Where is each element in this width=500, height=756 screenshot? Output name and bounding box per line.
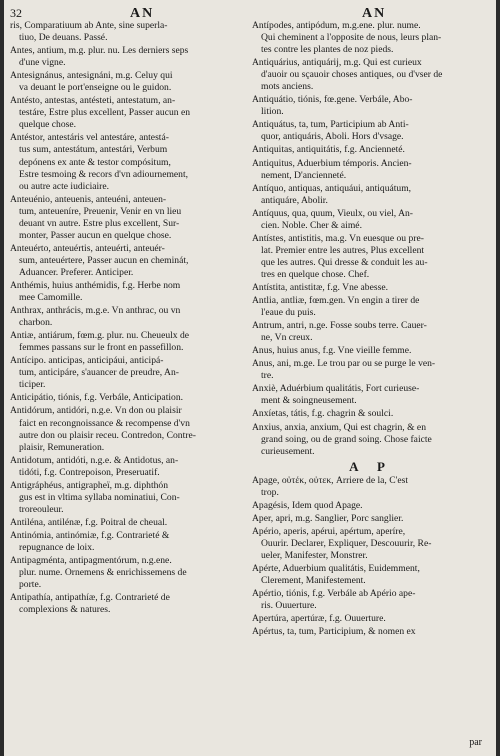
entry-line: autre don ou plaisir receu. Contredon, Contre- (19, 429, 196, 441)
dictionary-entry (252, 626, 490, 638)
entry-line: Antesignánus, antesignáni, m.g. Celuy qui (10, 70, 173, 82)
entry-line: gus est in vltima syllaba nominatiui, Con- (19, 491, 180, 503)
entry-line: ne, Vn creux. (261, 332, 313, 344)
right-column-bottom (252, 475, 490, 639)
dictionary-entry (10, 305, 242, 329)
entry-line: Antístes, antistitis, ma.g. Vn euesque ou pre- (252, 232, 424, 244)
dictionary-entry (252, 20, 490, 56)
entry-line: Anxiè, Aduérbium qualitátis, Fort curieuse- (252, 383, 420, 395)
dictionary-entry (252, 500, 490, 512)
entry-line: Antíquo, antiquas, antiquáui, antiquátum, (252, 182, 412, 194)
entry-line: Clerement, Manifestement. (261, 575, 366, 587)
dictionary-entry (10, 243, 242, 279)
entry-line: Anteuénio, anteuenis, anteuéni, anteuen- (10, 193, 167, 205)
dictionary-entry (10, 555, 242, 591)
entry-line: Ouurir. Declarer, Expliquer, Descouurir, Re- (261, 537, 432, 549)
entry-line: Apértus, ta, tum, Participium, & nomen ex (252, 626, 416, 638)
entry-line: monter, Passer aucun en quelque chose. (19, 229, 172, 241)
dictionary-entry (252, 475, 490, 499)
entry-line: quor, antiquáris, Aboli. Hors d'vsage. (261, 131, 404, 143)
entry-line: Anthémis, huius anthémidis, f.g. Herbe nom (10, 279, 181, 291)
entry-line: Antiquitas, antiquitátis, f.g. Ancienneté. (252, 144, 405, 156)
entry-line: ueler, Manifester, Monstrer. (261, 549, 368, 561)
entry-line: tres en quelque chose. Chef. (261, 268, 370, 280)
dictionary-entry (10, 20, 242, 44)
entry-line: mots anciens. (261, 81, 314, 93)
dictionary-entry (10, 45, 242, 69)
entry-line: tus sum, antestátum, antestári, Verbum (19, 144, 168, 156)
dictionary-entry (252, 383, 490, 407)
dictionary-entry (252, 183, 490, 207)
entry-line: femmes passans sur le front en passefillon. (19, 342, 184, 354)
entry-line: l'eaue du puis. (261, 307, 316, 319)
entry-line: Antlia, antliæ, fœm.gen. Vn engin a tirer de (252, 295, 420, 307)
entry-line: sum, anteuértere, Passer aucun en cheminát, (19, 254, 189, 266)
entry-line: Anthrax, anthrácis, m.g.e. Vn anthrac, ou vn (10, 305, 181, 317)
dictionary-entry (252, 295, 490, 319)
entry-line: Antíquus, qua, quum, Vieulx, ou viel, An- (252, 207, 413, 219)
dictionary-entry (252, 563, 490, 587)
entry-line: Antinómia, antinómiæ, f.g. Contrarieté & (10, 529, 170, 541)
entry-line: que les autres. Qui dresse & conduit les au- (261, 256, 428, 268)
entry-line: repugnance de loix. (19, 541, 95, 553)
entry-line: Apérte, Aduerbium qualitátis, Euidemment, (252, 563, 420, 575)
entry-line: Antiquárius, antiquárij, m.g. Qui est curieux (252, 57, 422, 69)
entry-line: Antidotum, antidóti, n.g.e. & Antidotus, an- (10, 454, 179, 466)
dictionary-entry (252, 320, 490, 344)
dictionary-entry (10, 280, 242, 304)
dictionary-entry (252, 613, 490, 625)
entry-line: deuant vn autre. Estre plus excellent, Sur- (19, 217, 180, 229)
dictionary-entry (252, 208, 490, 232)
entry-line: Antiléna, antilénæ, f.g. Poitral de cheual. (10, 516, 168, 528)
dictionary-entry (252, 282, 490, 294)
dictionary-entry (252, 233, 490, 281)
dictionary-entry (10, 405, 242, 453)
dictionary-entry (252, 158, 490, 182)
dictionary-entry (252, 57, 490, 93)
entry-line: quelque chose. (19, 119, 77, 131)
entry-line: Antésto, antestas, antésteti, antestatum, an- (10, 95, 176, 107)
entry-line: Antístita, antistitæ, f.g. Vne abesse. (252, 281, 388, 293)
entry-line: troreouleur. (19, 503, 64, 515)
entry-line: mee Camomille. (19, 292, 83, 304)
entry-line: ou autre acte iudiciaire. (19, 180, 110, 192)
entry-line: depónens ex ante & testor compósitum, (19, 156, 171, 168)
dictionary-entry (10, 480, 242, 516)
entry-line: Estre tesmoing & recors d'vn adiournement, (19, 168, 189, 180)
entry-line: va deuant le port'enseigne ou le guidon. (19, 82, 172, 94)
dictionary-entry (252, 422, 490, 458)
entry-line: grand soing, ou de grand soing. Chose faicte (261, 433, 432, 445)
entry-line: ment & soingneusement. (261, 395, 357, 407)
entry-line: Qui cheminent a l'opposite de nous, leurs plan- (261, 32, 442, 44)
entry-line: plaisir, Remuneration. (19, 441, 105, 453)
running-head-left: AN (130, 6, 155, 21)
dictionary-entry (10, 355, 242, 391)
dictionary-entry (252, 513, 490, 525)
dictionary-entry (10, 517, 242, 529)
catchword: par (469, 737, 482, 748)
entry-line: lat. Premier entre les autres, Plus excellent (261, 244, 425, 256)
dictionary-entry (252, 358, 490, 382)
entry-line: Antipagménta, antipagmentórum, n.g.ene. (10, 555, 172, 567)
entry-line: Anticipátio, tiónis, f.g. Verbále, Anticipation. (10, 392, 184, 404)
running-head-right: AN (362, 6, 387, 21)
entry-line: trop. (261, 486, 279, 498)
entry-line: cien. Noble. Cher & aimé. (261, 219, 362, 231)
dictionary-entry (252, 119, 490, 143)
entry-line: complexions & natures. (19, 604, 111, 616)
entry-line: plur. nume. Ornemens & enrichissemens de (19, 567, 187, 579)
entry-line: tiuo, De deuans. Passé. (19, 32, 108, 44)
entry-line: Antéstor, antestáris vel antestáre, antestá- (10, 132, 169, 144)
entry-line: Aper, apri, m.g. Sanglier, Porc sanglier. (252, 512, 404, 524)
entry-line: Apértio, tiónis, f.g. Verbále ab Apério ape- (252, 588, 416, 600)
dictionary-entry (10, 455, 242, 479)
entry-line: Antes, antium, m.g. plur. nu. Les derniers seps (10, 45, 189, 57)
dictionary-entry (10, 194, 242, 242)
left-column (10, 20, 242, 617)
entry-line: Antiæ, antiárum, fœm.g. plur. nu. Cheueulx de (10, 330, 190, 342)
entry-line: antiquáre, Abolir. (261, 194, 328, 206)
entry-line: Anteuérto, anteuértis, anteuérti, anteuér- (10, 242, 165, 254)
entry-line: lition. (261, 106, 284, 118)
dictionary-entry (10, 592, 242, 616)
entry-line: ris. Ouuerture. (261, 600, 317, 612)
entry-line: Aduancer. Preferer. Anticiper. (19, 266, 134, 278)
entry-line: faict en recongnoissance & recompense d'vn (19, 417, 190, 429)
entry-line: Antícipo. anticipas, anticipáui, anticipá- (10, 355, 164, 367)
right-column-top (252, 20, 490, 458)
entry-line: Antiquátio, tiónis, fœ.gene. Verbále, Abo- (252, 94, 413, 106)
entry-line: Apagésis, Idem quod Apage. (252, 499, 363, 511)
dictionary-entry (10, 132, 242, 192)
entry-line: Apério, aperis, apérui, apértum, aperíre, (252, 525, 406, 537)
entry-line: Antigráphéus, antigrapheï, m.g. diphthón (10, 479, 169, 491)
dictionary-entry (252, 345, 490, 357)
dictionary-entry (252, 144, 490, 156)
book-page (4, 0, 496, 756)
page-number: 32 (10, 6, 22, 20)
entry-line: Antidórum, antidóri, n.g.e. Vn don ou plaisir (10, 405, 182, 417)
entry-line: Apage, οὐτέκ, οὐτεκ, Arriere de la, C'est (252, 474, 409, 486)
dictionary-entry (252, 408, 490, 420)
entry-line: tes contre les plantes de noz pieds. (261, 44, 394, 56)
entry-line: Anus, ani, m.ge. Le trou par ou se purge le ven- (252, 358, 436, 370)
entry-line: porte. (19, 579, 42, 591)
entry-line: testáre, Estre plus excellent, Passer aucun en (19, 107, 191, 119)
dictionary-entry (10, 392, 242, 404)
entry-line: tum, anticipáre, s'auancer de preudre, An- (19, 367, 179, 379)
entry-line: Apertúra, apertúræ, f.g. Ouuerture. (252, 613, 386, 625)
entry-line: tidóti, f.g. Contrepoison, Preseruatif. (19, 466, 160, 478)
dictionary-entry (10, 330, 242, 354)
entry-line: Anxius, anxia, anxium, Qui est chagrin, & en (252, 421, 426, 433)
entry-line: Antipathía, antipathíæ, f.g. Contrarieté de (10, 592, 170, 604)
entry-line: curieusement. (261, 445, 315, 457)
entry-line: Antípodes, antipódum, m.g.ene. plur. nume. (252, 20, 421, 31)
entry-line: d'une vigne. (19, 57, 66, 69)
entry-line: tre. (261, 370, 274, 382)
entry-line: ticiper. (19, 379, 46, 391)
right-column (252, 20, 490, 639)
dictionary-entry (252, 94, 490, 118)
section-mark: A P (349, 458, 393, 474)
entry-line: tum, anteueníre, Preuenir, Venir en vn lieu (19, 205, 182, 217)
entry-line: Anxíetas, tátis, f.g. chagrin & soulci. (252, 408, 394, 420)
entry-line: Antrum, antri, n.ge. Fosse soubs terre. Cauer- (252, 320, 427, 332)
entry-line: d'auoir ou sçauoir choses antiques, ou d'vser de (261, 69, 443, 81)
dictionary-entry (252, 588, 490, 612)
dictionary-entry (10, 70, 242, 94)
entry-line: Anus, huius anus, f.g. Vne vieille femme. (252, 345, 412, 357)
entry-line: nement, D'ancienneté. (261, 169, 347, 181)
dictionary-entry (10, 95, 242, 131)
entry-line: Antiquitus, Aduerbium témporis. Ancien- (252, 157, 412, 169)
entry-line: charbon. (19, 317, 53, 329)
dictionary-entry (10, 530, 242, 554)
entry-line: ris, Comparatiuum ab Ante, sine superla- (10, 20, 168, 31)
entry-line: Antiquátus, ta, tum, Participium ab Anti- (252, 119, 409, 131)
dictionary-entry (252, 526, 490, 562)
